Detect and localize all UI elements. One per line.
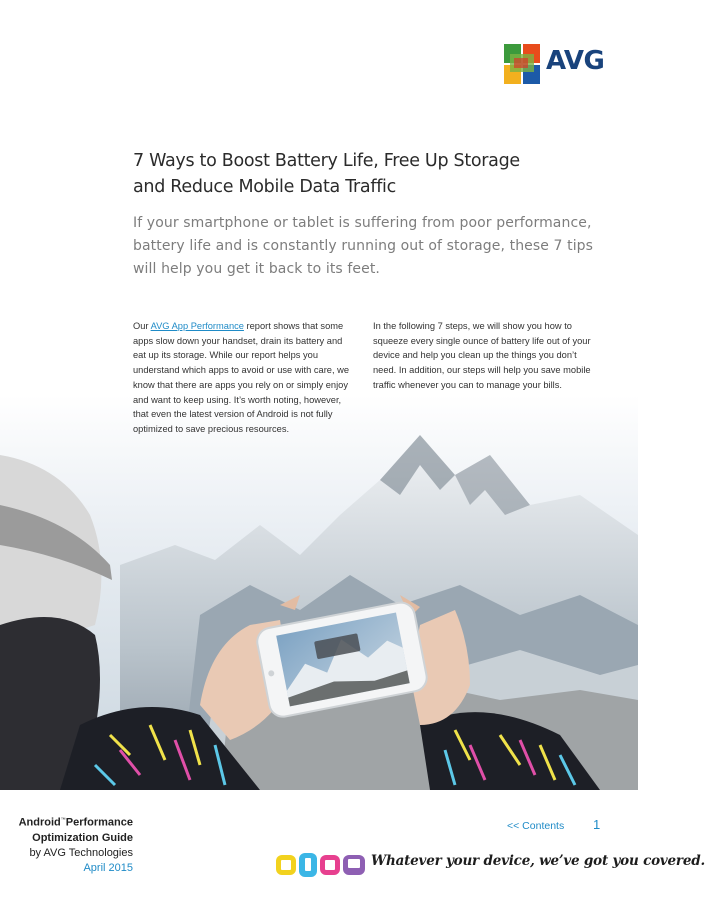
body-column-left: [133, 319, 355, 437]
trademark-mark: ™: [60, 817, 66, 823]
avg-logo[interactable]: [502, 42, 612, 90]
contents-link[interactable]: << Contents: [507, 820, 565, 832]
tagline: Whatever your device, we’ve got you covered.: [371, 853, 705, 869]
guide-author: by AVG Technologies: [29, 846, 133, 859]
column-left-text-start: Our: [133, 321, 151, 331]
avg-logo-text: AVG: [546, 46, 605, 76]
guide-credit: [19, 813, 133, 876]
guide-title-line1: [19, 813, 133, 831]
guide-date: April 2015: [83, 861, 133, 874]
page-number: 1: [593, 817, 601, 832]
mountain-photo-illustration: [0, 395, 638, 790]
guide-title-performance: Performance: [65, 816, 133, 829]
avg-logo-mark-icon: [502, 42, 542, 86]
devices-icon: [275, 852, 367, 878]
lead-paragraph: If your smartphone or tablet is suffering from poor performance, battery life and is constantly running out of storage, these 7 tips will help you get it back to its feet.: [133, 215, 594, 277]
page-title: 7 Ways to Boost Battery Life, Free Up Storage and Reduce Mobile Data Traffic: [133, 151, 520, 197]
column-left-text-rest: report shows that some apps slow down your handset, drain its battery and eat up its storage. While our report helps you understand which apps to avoid or use with care, we know that there are apps you rely on or simply enjoy and want to keep using. It’s worth noting, however, that even the latest version of Android is not fully optimized to save precious resources.: [133, 321, 350, 434]
hero-photo: [0, 395, 638, 790]
avg-app-performance-link[interactable]: AVG App Performance: [150, 321, 244, 331]
body-column-right: In the following 7 steps, we will show you how to squeeze every single ounce of battery life out of your device and help you clean up the things you don’t need. In addition, our steps will help you save mobile traffic whenever you can to manage your bills.: [373, 321, 591, 390]
guide-title-android: Android: [18, 816, 61, 829]
guide-title-line2: Optimization Guide: [32, 831, 133, 844]
